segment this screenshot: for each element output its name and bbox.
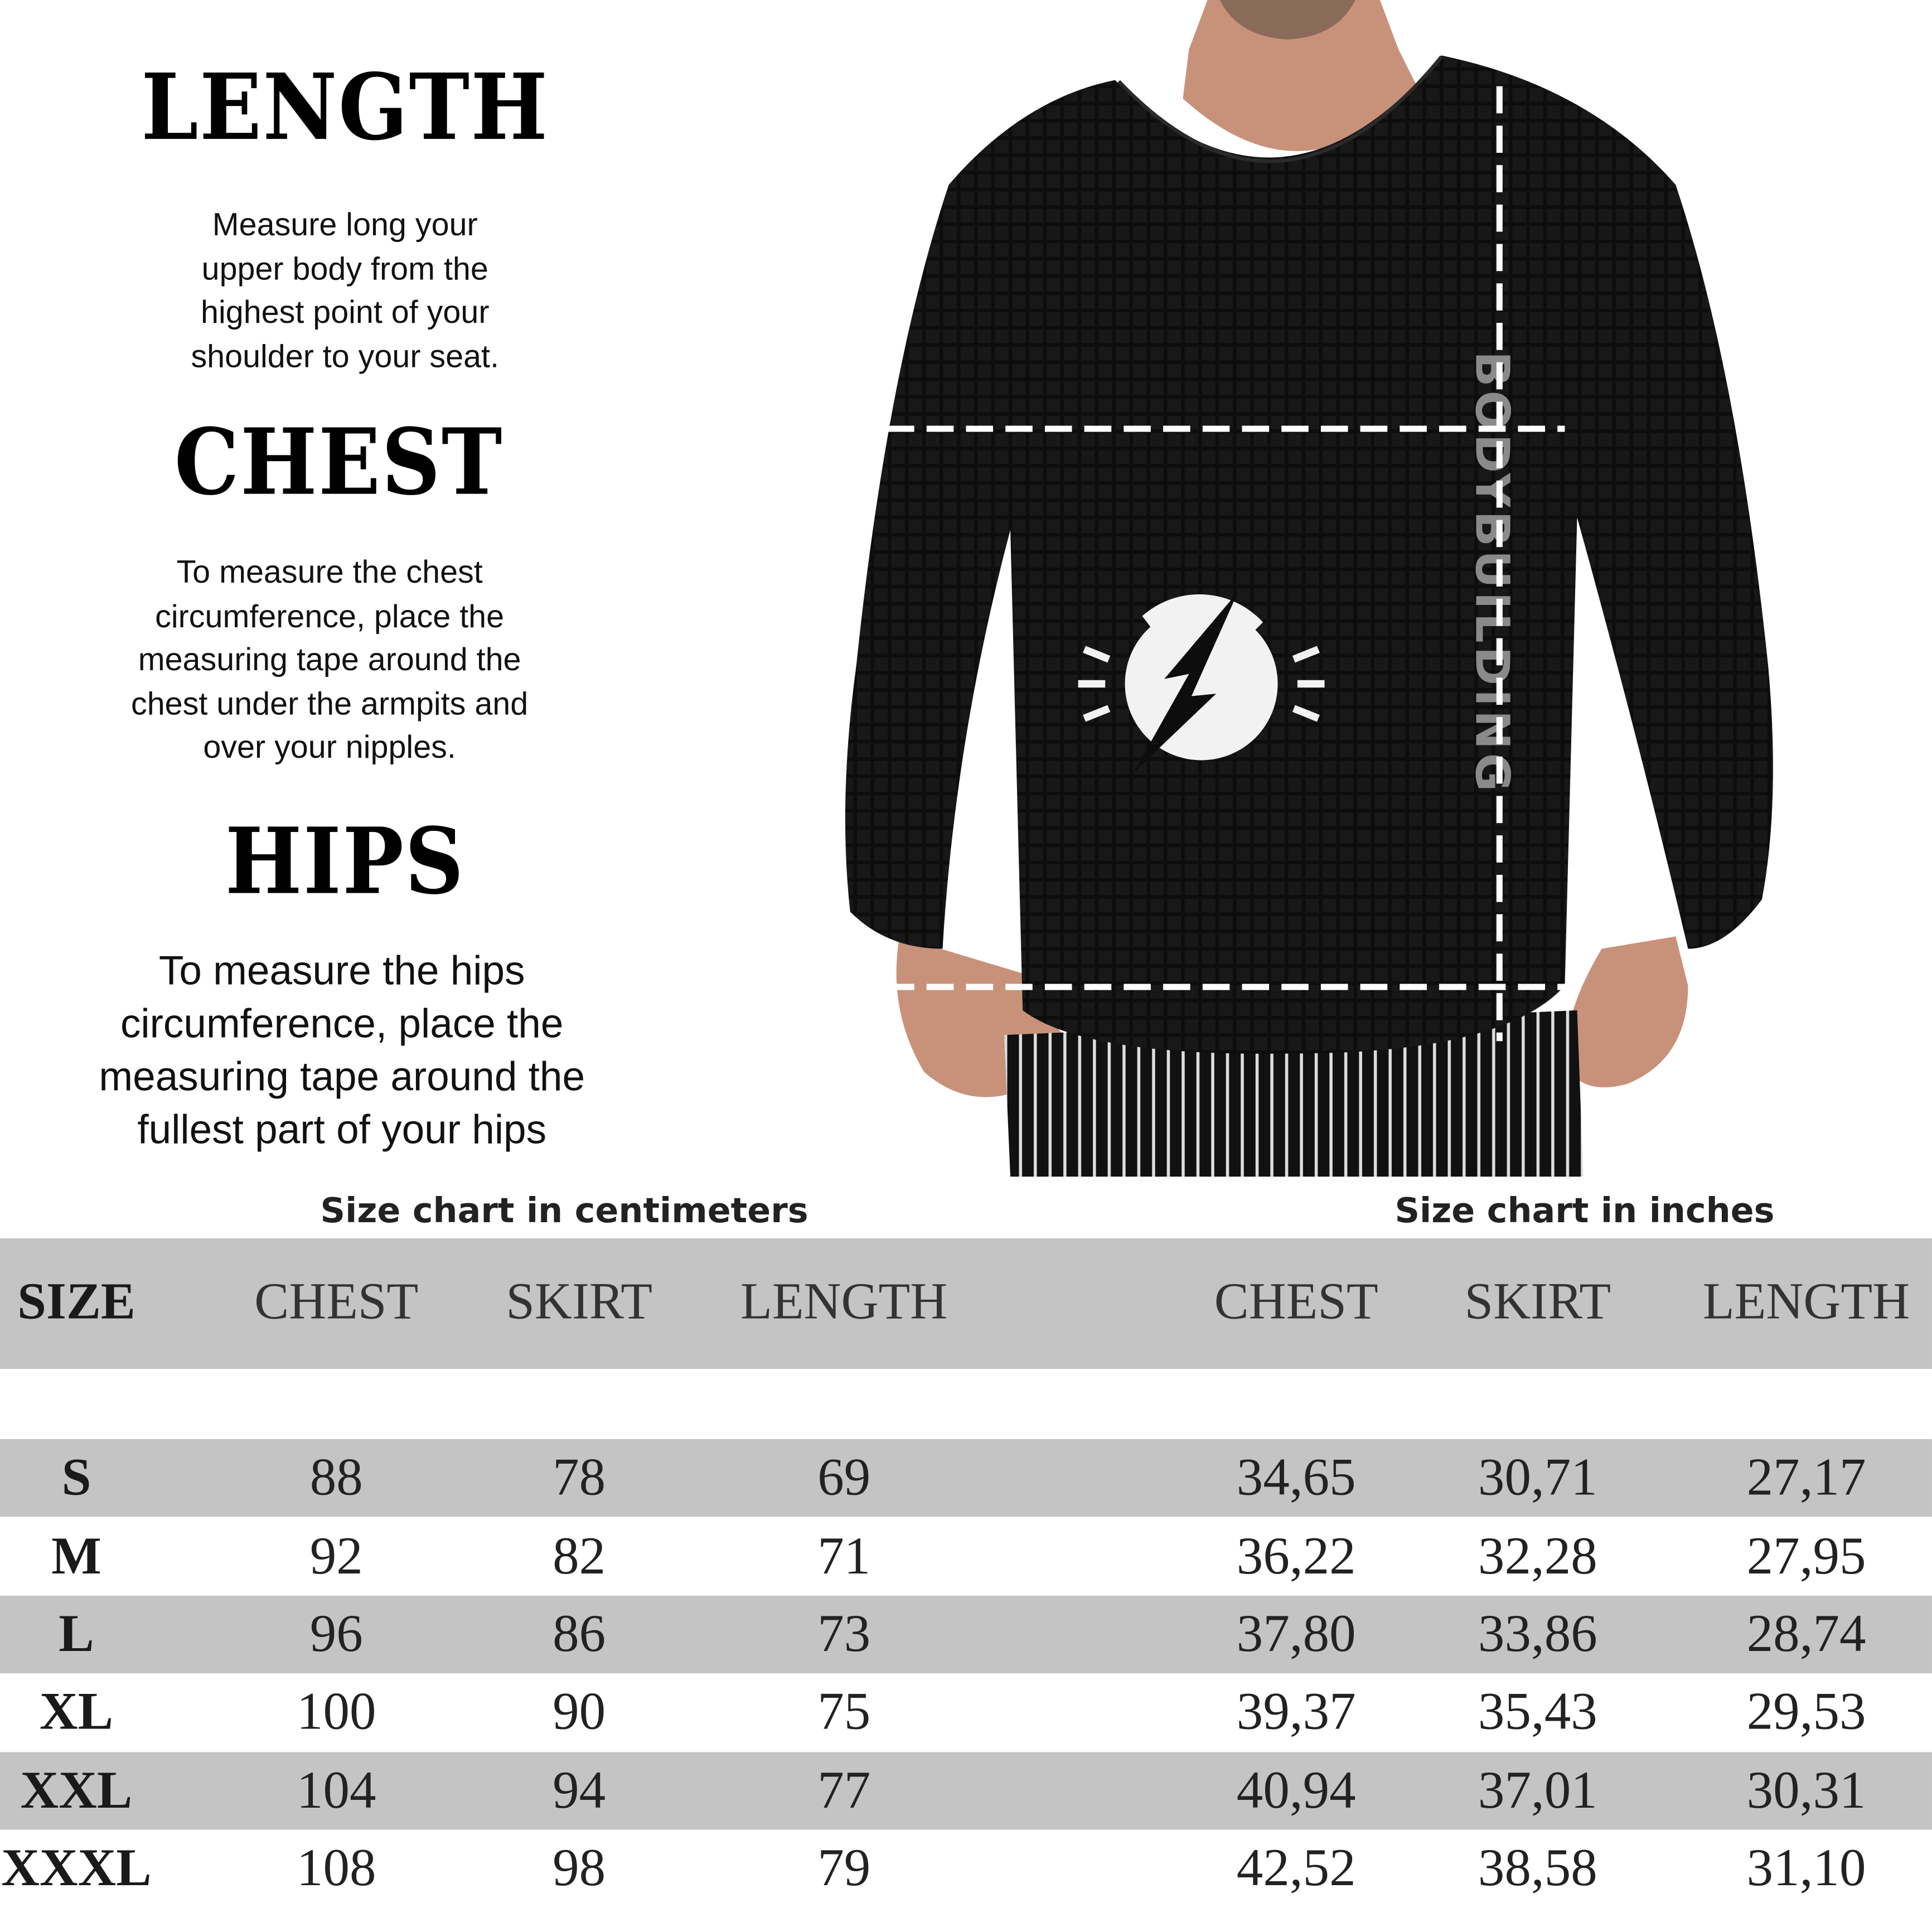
cell-in-length: 30,31 — [1746, 1762, 1866, 1820]
cell-cm-chest: 108 — [297, 1839, 376, 1898]
cell-in-chest: 36,22 — [1236, 1528, 1356, 1586]
cell-cm-chest: 92 — [309, 1528, 363, 1586]
table-row — [0, 1518, 1932, 1595]
hips-description — [0, 944, 684, 1156]
chest-line: circumference, place the — [155, 597, 505, 634]
cell-cm-length: 77 — [817, 1762, 871, 1820]
cell-cm-length: 69 — [817, 1449, 871, 1507]
cell-in-chest: 40,94 — [1236, 1762, 1356, 1820]
table-row — [0, 1752, 1932, 1829]
length-description — [0, 204, 690, 379]
cell-cm-skirt: 78 — [553, 1449, 606, 1507]
cell-size: XXL — [20, 1762, 133, 1820]
cell-in-chest: 34,65 — [1236, 1449, 1356, 1507]
header-cm-length: LENGTH — [740, 1274, 948, 1331]
cell-cm-chest: 88 — [309, 1449, 363, 1507]
header-cm-skirt: SKIRT — [506, 1274, 652, 1331]
cell-in-skirt: 37,01 — [1478, 1762, 1597, 1820]
hips-line: To measure the hips — [158, 947, 525, 994]
length-line: upper body from the — [201, 249, 488, 287]
cell-in-chest: 42,52 — [1236, 1839, 1356, 1898]
header-in-length: LENGTH — [1702, 1274, 1910, 1331]
cell-cm-chest: 100 — [297, 1683, 376, 1741]
cell-cm-chest: 96 — [309, 1605, 363, 1664]
hips-heading: HIPS — [225, 807, 465, 916]
cell-size: XL — [40, 1683, 114, 1741]
cell-cm-skirt: 82 — [553, 1528, 606, 1586]
cell-cm-skirt: 98 — [553, 1839, 606, 1898]
cell-in-chest: 37,80 — [1236, 1605, 1356, 1664]
shirt-body — [845, 55, 1773, 1053]
cell-cm-length: 75 — [817, 1683, 871, 1741]
cell-in-length: 28,74 — [1746, 1605, 1866, 1664]
shirt-print-text: BODYBUILDING — [1465, 351, 1520, 796]
chest-line: measuring tape around the — [138, 641, 521, 678]
header-size: SIZE — [17, 1274, 135, 1331]
cell-size: S — [61, 1449, 91, 1507]
cell-in-chest: 39,37 — [1236, 1683, 1356, 1741]
chest-description — [0, 551, 659, 769]
cell-cm-skirt: 94 — [553, 1762, 606, 1820]
length-line: Measure long your — [212, 206, 478, 243]
cell-cm-skirt: 86 — [553, 1605, 606, 1664]
table-row — [0, 1830, 1932, 1907]
table-row — [0, 1673, 1932, 1751]
cell-cm-length: 71 — [817, 1528, 871, 1586]
chest-heading: CHEST — [174, 408, 503, 516]
hips-line: fullest part of your hips — [137, 1106, 547, 1153]
cell-in-skirt: 38,58 — [1478, 1839, 1597, 1898]
model-right-hand — [1565, 936, 1688, 1087]
cell-in-skirt: 32,28 — [1478, 1528, 1597, 1586]
cell-in-skirt: 35,43 — [1478, 1683, 1597, 1741]
cell-size: XXXL — [1, 1839, 152, 1898]
chest-line: chest under the armpits and — [130, 684, 529, 722]
cell-cm-length: 73 — [817, 1605, 871, 1664]
cell-in-skirt: 30,71 — [1478, 1449, 1597, 1507]
cell-in-length: 27,17 — [1746, 1449, 1866, 1507]
cell-cm-chest: 104 — [297, 1762, 376, 1820]
hips-line: measuring tape around the — [99, 1053, 585, 1100]
cell-cm-length: 79 — [817, 1839, 871, 1898]
chest-line: To measure the chest — [176, 553, 483, 590]
length-line: shoulder to your seat. — [191, 337, 500, 374]
cell-in-length: 27,95 — [1746, 1528, 1866, 1586]
length-line: highest point of your — [201, 293, 490, 331]
cell-size: L — [59, 1605, 94, 1664]
table-row — [0, 1596, 1932, 1673]
cm-chart-title: Size chart in centimeters — [320, 1190, 808, 1231]
table-header-row — [0, 1238, 1932, 1369]
cell-in-skirt: 33,86 — [1478, 1605, 1597, 1664]
inch-chart-title: Size chart in inches — [1394, 1190, 1775, 1231]
model-photo — [838, 0, 1799, 1176]
chest-line: over your nipples. — [203, 728, 456, 766]
header-in-skirt: SKIRT — [1464, 1274, 1611, 1331]
cell-size: M — [51, 1528, 101, 1586]
hips-line: circumference, place the — [120, 1000, 564, 1047]
cell-in-length: 31,10 — [1746, 1839, 1866, 1898]
table-row — [0, 1439, 1932, 1517]
cell-in-length: 29,53 — [1746, 1683, 1866, 1741]
header-in-chest: CHEST — [1214, 1274, 1378, 1331]
cell-cm-skirt: 90 — [553, 1683, 606, 1741]
length-heading: LENGTH — [141, 53, 549, 161]
header-cm-chest: CHEST — [254, 1274, 419, 1331]
